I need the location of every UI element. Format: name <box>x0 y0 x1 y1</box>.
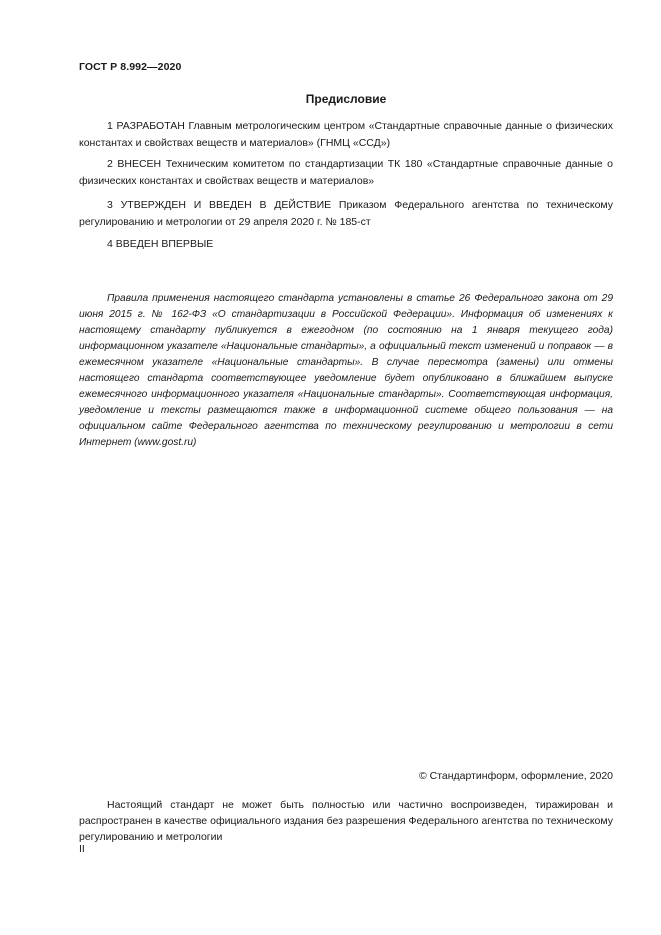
reproduction-notice: Настоящий стандарт не может быть полностью или частично воспроизведен, тиражирован и распространен в качестве официального издания без разрешения Федерального агентства по техническому регулированию и метрологии <box>79 799 613 843</box>
preface-item-2: 2 ВНЕСЕН Техническим комитетом по стандартизации ТК 180 «Стандартные справочные данные о физических константах и свойствах веществ и материалов» <box>79 158 613 187</box>
preface-item-4: 4 ВВЕДЕН ВПЕРВЫЕ <box>107 238 214 250</box>
copyright-line: © Стандартинформ, оформление, 2020 <box>418 770 613 782</box>
preface-item-1: 1 РАЗРАБОТАН Главным метрологическим центром «Стандартные справочные данные о физических константах и свойствах веществ и материалов» (ГНМЦ «ССД») <box>79 120 613 149</box>
document-code: ГОСТ Р 8.992—2020 <box>79 61 182 73</box>
standard-application-notice: Правила применения настоящего стандарта установлены в статье 26 Федерального закона от 29 июня 2015 г. № 162-ФЗ «О стандартизации в Российской Федерации». Информация об изменениях к настоящему стандарту публикуется в ежегодном (по состоянию на 1 января текущего года) информационном указателе «Национальные стандарты», а официальный текст изменений и поправок — в ежемесячном указателе «Национальные стандарты». В случае пересмотра (замены) или отмены настоящего стандарта соответствующее уведомление будет опубликовано в ближайшем выпуске ежемесячного информационного указателя «Национальные стандарты». Соответствующая информация, уведомление и тексты размещаются также в информационной системе общего пользования — на официальном сайте Федерального агентства по техническому регулированию и метрологии в сети Интернет (www.gost.ru) <box>79 293 613 448</box>
preface-item-3: 3 УТВЕРЖДЕН И ВВЕДЕН В ДЕЙСТВИЕ Приказом Федерального агентства по техническому регулированию и метрологии от 29 апреля 2020 г. № 185-ст <box>79 199 613 228</box>
preface-title: Предисловие <box>305 92 387 106</box>
page-number: II <box>79 843 85 855</box>
